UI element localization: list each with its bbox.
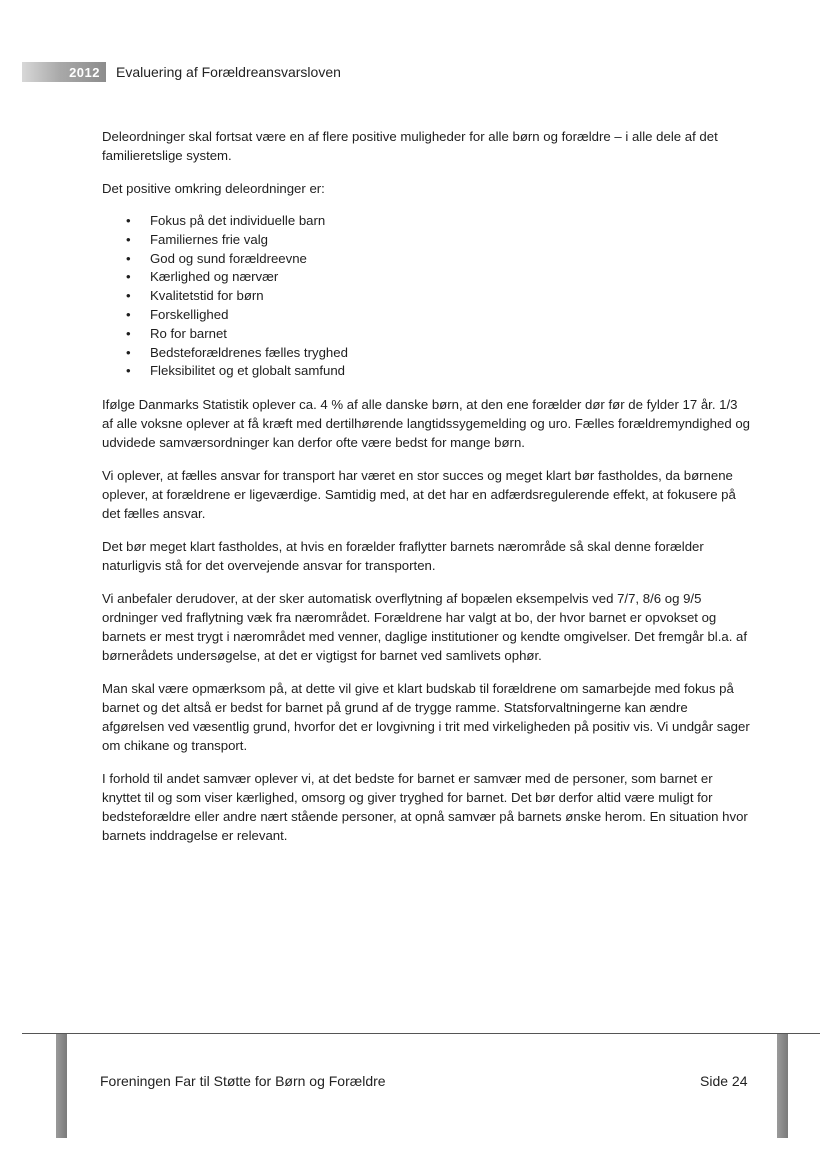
list-item — [102, 287, 752, 306]
list-item — [102, 306, 752, 325]
paragraph-deleordninger: Deleordninger skal fortsat være en af flere positive muligheder for alle børn og forældre – i alle dele af det familieretslige system. — [102, 129, 718, 163]
footer-left-bar — [56, 1034, 67, 1138]
bullet-icon: • — [126, 213, 131, 228]
list-item-text: Bedsteforældrenes fælles tryghed — [150, 344, 348, 360]
list-item-text: God og sund forældreevne — [150, 250, 307, 266]
paragraph-awareness: Man skal være opmærksom på, at dette vil give et klart budskab til forældrene om samarbejde med fokus på barnet og det altså er bedst for barnet på grund af de trygge ramme. Statsforvaltningerne kan ændre afgørelsen ved væsentlig grund, hvorfor det er lovgivning i trit med virkeligheden på positiv vis. Vi undgår sager om chikane og transport. — [102, 681, 750, 754]
bullet-icon: • — [126, 344, 131, 360]
bullet-icon: • — [126, 288, 131, 304]
list-item — [102, 362, 752, 381]
footer-organization: Foreningen Far til Støtte for Børn og Forældre — [100, 1073, 386, 1089]
list-item — [102, 250, 752, 269]
paragraph-transport: Vi oplever, at fælles ansvar for transport har været en stor succes og meget klart bør fastholdes, da børnene oplever, at forældrene er ligeværdige. Samtidig med, at det har en adfærdsregulerende effekt, at fokusere på det fælles ansvar. — [102, 468, 736, 522]
list-item — [102, 231, 752, 250]
year-label: 2012 — [69, 64, 100, 80]
list-item-text: Fleksibilitet og et globalt samfund — [150, 363, 345, 379]
list-item — [102, 325, 752, 344]
list-item — [102, 344, 752, 363]
bullet-icon: • — [126, 306, 131, 322]
list-item-text: Fokus på det individuelle barn — [150, 213, 326, 228]
page-header — [22, 62, 341, 82]
paragraph-positive-intro: Det positive omkring deleordninger er: — [102, 181, 325, 196]
bullet-icon: • — [126, 250, 131, 266]
bullet-icon: • — [126, 363, 131, 379]
page-number: Side 24 — [700, 1073, 748, 1089]
footer-divider — [22, 1033, 820, 1034]
list-item-text: Kærlighed og nærvær — [150, 269, 279, 285]
year-badge — [22, 62, 106, 82]
bullet-icon: • — [126, 269, 131, 285]
paragraph-other-contact: I forhold til andet samvær oplever vi, at det bedste for barnet er samvær med de personer, som barnet er knyttet til og som viser kærlighed, omsorg og giver tryghed for barnet. Det bør derfor altid være muligt for bedsteforældre eller andre nært stående personer, at opnå samvær på barnets ønske herom. En situation hvor barnets inddragelse er relevant. — [102, 771, 748, 844]
bullet-icon: • — [126, 325, 131, 341]
positive-list — [102, 212, 752, 381]
document-title: Evaluering af Forældreansvarsloven — [116, 64, 341, 80]
list-item-text: Forskellighed — [150, 306, 229, 322]
page-body — [102, 127, 752, 859]
list-item-text: Familiernes frie valg — [150, 231, 268, 247]
bullet-icon: • — [126, 231, 131, 247]
list-item — [102, 212, 752, 231]
paragraph-statistics: Ifølge Danmarks Statistik oplever ca. 4 % af alle danske børn, at den ene forælder dør før de fylder 17 år. 1/3 af alle voksne oplever at få kræft med dertilhørende langtidssygemelding og uro. Fælles forældremyndighed og udvidede samværsordninger kan derfor ofte være bedst for mange børn. — [102, 397, 750, 451]
footer-right-bar — [777, 1034, 788, 1138]
paragraph-relocation: Det bør meget klart fastholdes, at hvis en forælder fraflytter barnets nærområde så skal denne forælder naturligvis stå for det overvejende ansvar for transporten. — [102, 539, 704, 574]
paragraph-recommendation: Vi anbefaler derudover, at der sker automatisk overflytning af bopælen eksempelvis ved 7/7, 8/6 og 9/5 ordninger ved fraflytning væk fra nærområdet. Forældrene har valgt at bo, der hvor barnet er opvokset og barnets er mest trygt i nærområdet med venner, daglige institutioner og kendte omgivelser. Det fremgår bl.a. af børnerådets undersøgelse, at det er vigtigst for barnet ved samlivets ophør. — [102, 591, 748, 664]
list-item — [102, 268, 752, 287]
list-item-text: Ro for barnet — [150, 325, 227, 341]
list-item-text: Kvalitetstid for børn — [150, 288, 264, 304]
